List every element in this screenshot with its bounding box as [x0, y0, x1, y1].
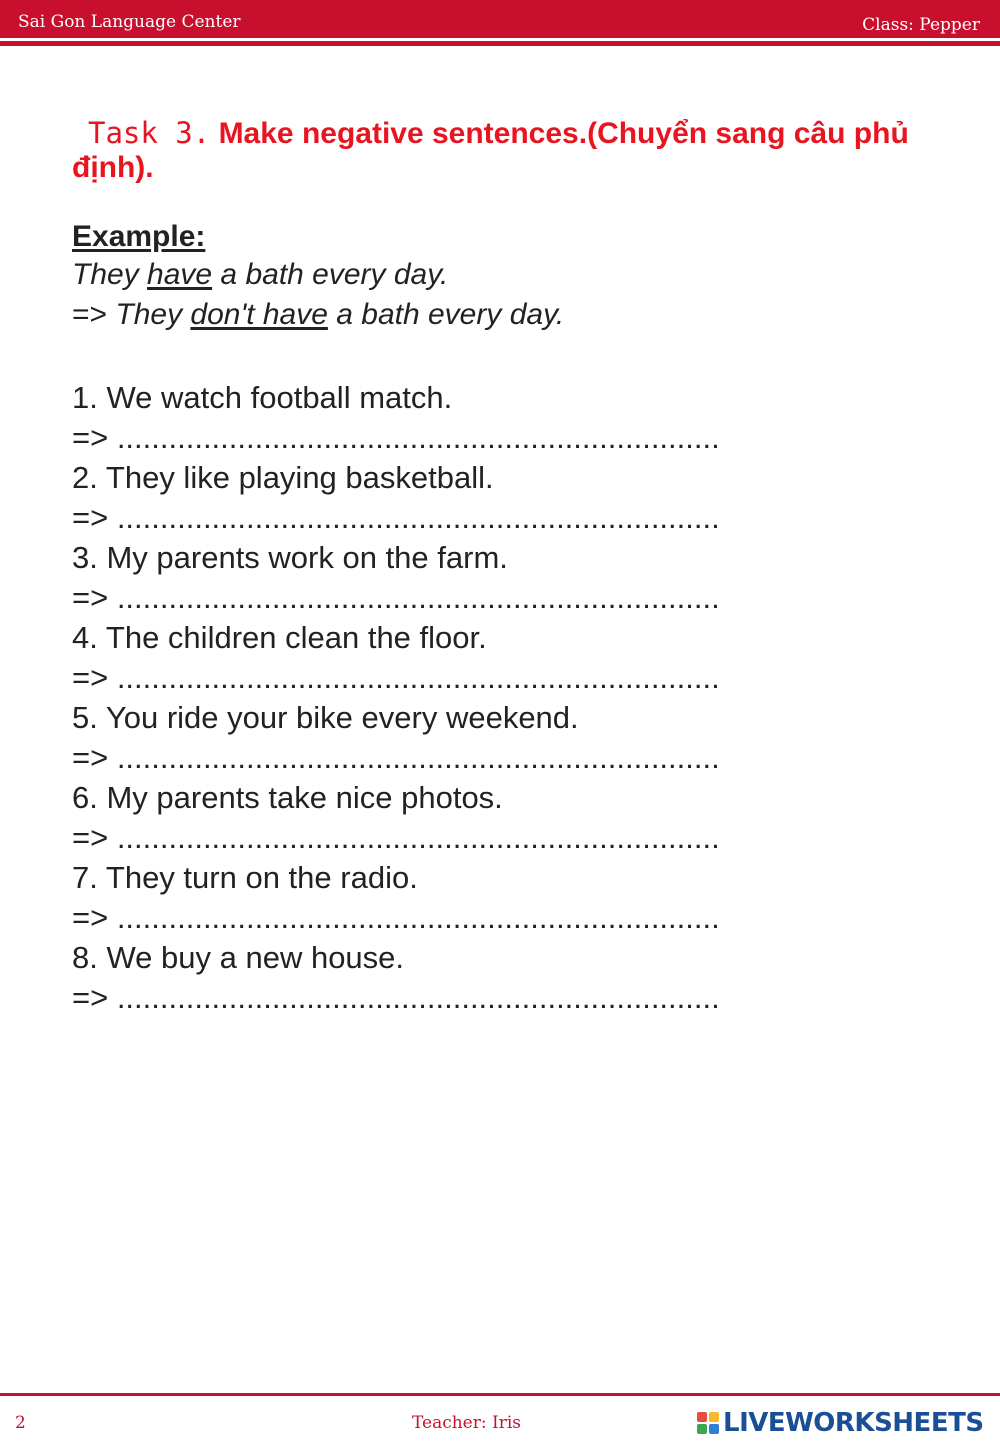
answer-field[interactable]: => ...................................................................... — [72, 580, 720, 615]
exercise-item — [72, 458, 932, 538]
exercise-item — [72, 858, 932, 938]
page-number: 2 — [15, 1413, 26, 1433]
example-answer-end: a bath every day. — [327, 298, 565, 331]
exercise-question: 6. My parents take nice photos. — [72, 780, 503, 815]
exercise-question: 7. They turn on the radio. — [72, 860, 418, 895]
exercise-question: 1. We watch football match. — [72, 380, 453, 415]
logo-square — [697, 1412, 707, 1422]
class-name: Class: Pepper — [862, 15, 980, 35]
exercise-question: 3. My parents work on the farm. — [72, 540, 508, 575]
exercise-item — [72, 378, 932, 458]
example-verb: have — [147, 258, 213, 291]
exercise-question: 2. They like playing basketball. — [72, 460, 494, 495]
exercise-question: 5. You ride your bike every weekend. — [72, 700, 579, 735]
example-negative-verb: don't have — [190, 298, 328, 331]
example-answer-start: They — [115, 298, 191, 331]
example-answer — [72, 298, 564, 332]
exercise-item — [72, 618, 932, 698]
header-divider — [0, 41, 1000, 46]
answer-field[interactable]: => ...................................................................... — [72, 500, 720, 535]
answer-field[interactable]: => ...................................................................... — [72, 740, 720, 775]
answer-field[interactable]: => ...................................................................... — [72, 900, 720, 935]
example-sentence — [72, 258, 448, 292]
task-title — [72, 116, 932, 185]
logo-square — [709, 1412, 719, 1422]
exercise-item — [72, 538, 932, 618]
example-label: Example: — [72, 220, 206, 253]
logo-text: LIVEWORKSHEETS — [723, 1408, 984, 1438]
logo-squares-icon — [697, 1412, 719, 1434]
exercise-item — [72, 778, 932, 858]
footer-divider — [0, 1393, 1000, 1396]
example-sentence-start: They — [72, 258, 148, 291]
task-instruction: Make negative sentences.(Chuyển sang câu phủ định). — [72, 117, 909, 184]
logo-square — [709, 1424, 719, 1434]
answer-field[interactable]: => ...................................................................... — [72, 420, 720, 455]
logo-square — [697, 1424, 707, 1434]
exercise-item — [72, 698, 932, 778]
teacher-name: Teacher: Iris — [412, 1413, 522, 1433]
school-name: Sai Gon Language Center — [18, 12, 241, 32]
header-bar — [0, 0, 1000, 38]
answer-field[interactable]: => ...................................................................... — [72, 980, 720, 1015]
exercise-list — [72, 378, 932, 1018]
example-sentence-end: a bath every day. — [212, 258, 449, 291]
liveworksheets-logo[interactable] — [697, 1408, 984, 1438]
exercise-item — [72, 938, 932, 1018]
answer-field[interactable]: => ...................................................................... — [72, 820, 720, 855]
task-number: Task 3. — [88, 116, 211, 150]
exercise-question: 4. The children clean the floor. — [72, 620, 487, 655]
example-arrow: => — [72, 298, 116, 331]
exercise-question: 8. We buy a new house. — [72, 940, 405, 975]
answer-field[interactable]: => ...................................................................... — [72, 660, 720, 695]
